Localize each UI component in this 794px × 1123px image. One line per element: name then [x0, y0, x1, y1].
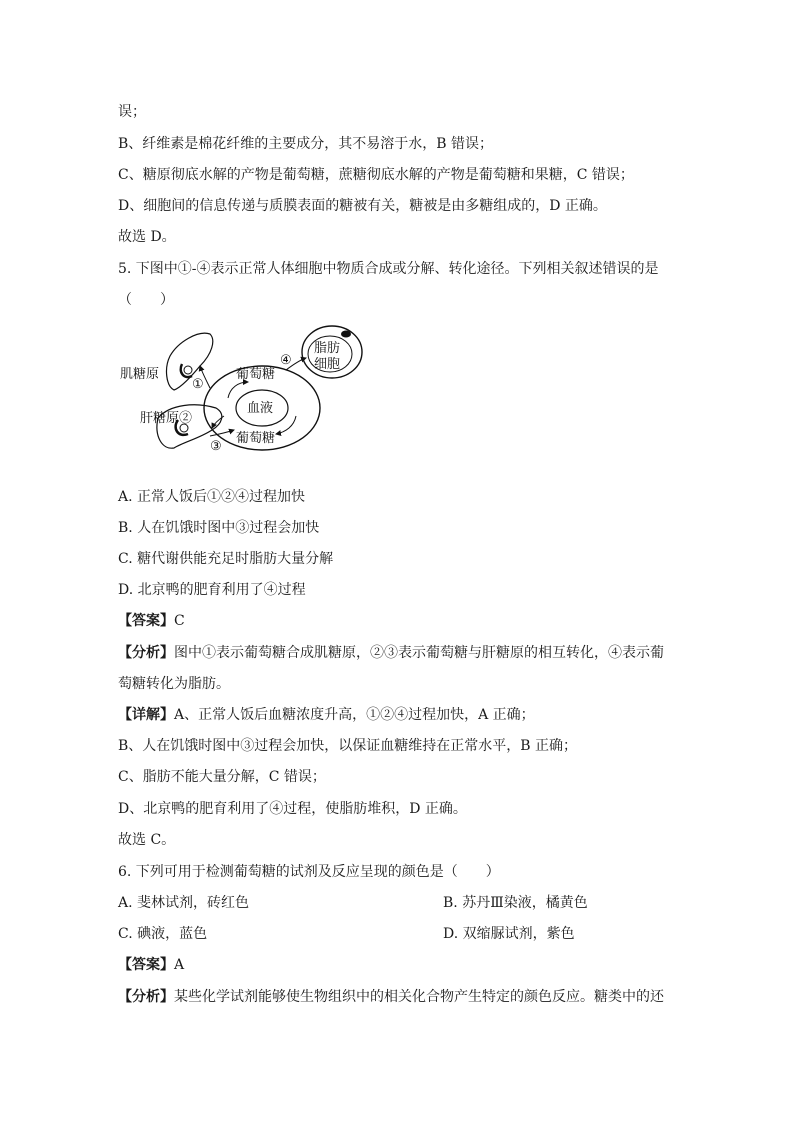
line-1: 误；	[118, 104, 146, 120]
fat-label-2: 细胞	[314, 357, 341, 372]
glucose-metabolism-diagram	[118, 320, 378, 452]
q5-choice: 故选 C。	[118, 832, 176, 848]
mark-4: ④	[280, 353, 292, 368]
glucose-top-label: 葡萄糖	[236, 367, 276, 382]
q5-option-b: B. 人在饥饿时图中③过程会加快	[118, 520, 320, 536]
q6-option-c: C. 碘液，蓝色	[118, 926, 208, 942]
q5-answer	[118, 611, 185, 631]
analysis-tag: 【分析】	[118, 645, 174, 661]
blood-label: 血液	[247, 401, 274, 416]
detail-text: A、正常人饭后血糖浓度升高，①②④过程加快，A 正确；	[174, 707, 535, 723]
q6-analysis-1	[118, 987, 664, 1007]
q5-option-a: A. 正常人饭后①②④过程加快	[118, 489, 306, 505]
mark-3: ③	[210, 439, 222, 452]
q6-option-d: D. 双缩脲试剂，紫色	[443, 926, 575, 942]
q6-option-a: A. 斐林试剂，砖红色	[118, 895, 250, 911]
analysis-text: 图中①表示葡萄糖合成肌糖原，②③表示葡萄糖与肝糖原的相互转化，④表示葡	[174, 645, 664, 661]
line-2: B、纤维素是棉花纤维的主要成分，其不易溶于水，B 错误；	[118, 136, 494, 152]
q5-detail-3: C、脂肪不能大量分解，C 错误；	[118, 769, 326, 785]
q5-detail-2: B、人在饥饿时图中③过程会加快，以保证血糖维持在正常水平，B 正确；	[118, 738, 578, 754]
fat-cell-nucleus	[341, 331, 351, 338]
analysis-text: 某些化学试剂能够使生物组织中的相关化合物产生特定的颜色反应。糖类中的还	[174, 989, 664, 1005]
line-5: 故选 D。	[118, 229, 176, 245]
line-3: C、糖原彻底水解的产物是葡萄糖，蔗糖彻底水解的产物是葡萄糖和果糖，C 错误；	[118, 167, 634, 183]
analysis-tag: 【分析】	[118, 989, 174, 1005]
glucose-bottom-label: 葡萄糖	[236, 431, 276, 446]
line-4: D、细胞间的信息传递与质膜表面的糖被有关，糖被是由多糖组成的，D 正确。	[118, 198, 607, 214]
q6-stem: 6. 下列可用于检测葡萄糖的试剂及反应呈现的颜色是（ ）	[118, 864, 500, 880]
muscle-cell	[167, 333, 213, 390]
q5-option-d: D. 北京鸭的肥育利用了④过程	[118, 582, 306, 598]
q5-option-c: C. 糖代谢供能充足时脂肪大量分解	[118, 551, 334, 567]
answer-value: C	[174, 613, 185, 629]
answer-tag: 【答案】	[118, 957, 174, 973]
arrow-2	[212, 416, 224, 428]
q5-analysis-1	[118, 643, 664, 663]
q5-detail-4: D、北京鸭的肥育利用了④过程，使脂肪堆积，D 正确。	[118, 801, 467, 817]
answer-value: A	[174, 957, 185, 973]
answer-tag: 【答案】	[118, 613, 174, 629]
detail-tag: 【详解】	[118, 707, 174, 723]
fat-label-1: 脂肪	[314, 341, 341, 356]
q6-option-b: B. 苏丹Ⅲ染液，橘黄色	[443, 895, 588, 911]
q5-detail-1	[118, 705, 535, 725]
q5-analysis-2: 萄糖转化为脂肪。	[118, 676, 230, 692]
q5-paren: （ ）	[118, 292, 174, 308]
liver-glycogen-label: 肝糖原②	[140, 411, 193, 426]
q5-stem: 5. 下图中①-④表示正常人体细胞中物质合成或分解、转化途径。下列相关叙述错误的是	[118, 261, 659, 277]
q6-answer	[118, 955, 184, 975]
mark-1: ①	[192, 377, 204, 392]
muscle-glycogen-label: 肌糖原	[120, 367, 160, 382]
